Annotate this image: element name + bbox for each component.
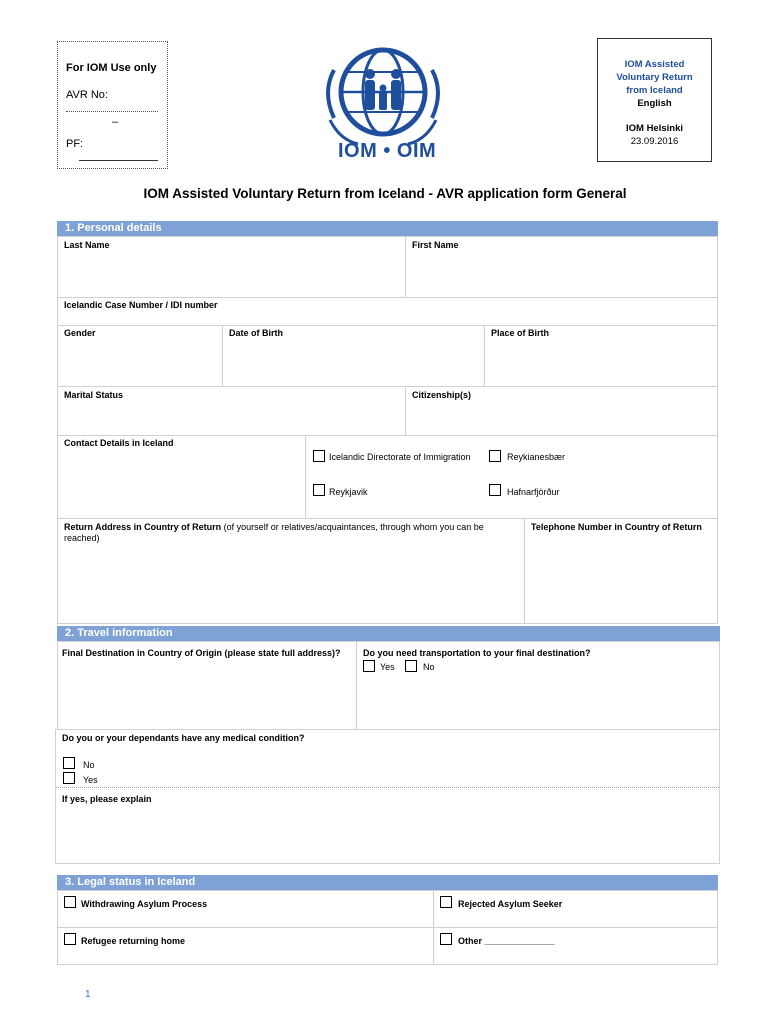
version-lang: English xyxy=(637,98,672,109)
contact-directorate-label: Icelandic Directorate of Immigration xyxy=(329,452,471,462)
legal-rejected-label: Rejected Asylum Seeker xyxy=(458,899,563,909)
pf-line xyxy=(79,160,158,161)
legal-refugee-checkbox[interactable] xyxy=(64,933,76,945)
telephone-field[interactable] xyxy=(524,518,718,624)
marital-label: Marital Status xyxy=(64,390,124,400)
last-name-label: Last Name xyxy=(64,240,110,250)
version-office: IOM Helsinki xyxy=(625,123,683,134)
avr-no-line xyxy=(66,111,158,112)
transport-no-label: No xyxy=(423,662,435,672)
contact-hafnarfjordur-checkbox[interactable] xyxy=(489,484,501,496)
legal-other-checkbox[interactable] xyxy=(440,933,452,945)
final-destination-label: Final Destination in Country of Origin (please state full address)? xyxy=(62,648,341,658)
transport-question: Do you need transportation to your final destination? xyxy=(363,648,591,658)
contact-directorate-checkbox[interactable] xyxy=(313,450,325,462)
pf-label: PF: xyxy=(66,138,84,150)
legal-refugee-cell xyxy=(57,927,434,965)
version-line1: IOM Assisted xyxy=(624,59,685,70)
section-personal-header: 1. Personal details xyxy=(57,221,718,236)
pob-label: Place of Birth xyxy=(491,328,550,338)
medical-yes-checkbox[interactable] xyxy=(63,772,75,784)
return-address-note: (of yourself or relatives/acquaintances, through whom you can be reached) xyxy=(64,522,484,543)
section-legal-header: 3. Legal status in Iceland xyxy=(57,875,718,890)
legal-other-cell xyxy=(433,927,718,965)
page-title: IOM Assisted Voluntary Return from Iceland - AVR application form General xyxy=(143,186,627,201)
contact-reykjavik-checkbox[interactable] xyxy=(313,484,325,496)
contact-hafnarfjordur-label: Hafnarfjörður xyxy=(507,487,560,497)
return-address-label xyxy=(64,522,514,544)
section-travel-header: 2. Travel information xyxy=(57,626,720,641)
transport-yes-checkbox[interactable] xyxy=(363,660,375,672)
contact-reykjanesbaer-checkbox[interactable] xyxy=(489,450,501,462)
legal-withdrawing-checkbox[interactable] xyxy=(64,896,76,908)
legal-rejected-checkbox[interactable] xyxy=(440,896,452,908)
return-address-bold: Return Address in Country of Return xyxy=(64,522,222,532)
version-date: 23.09.2016 xyxy=(630,136,679,147)
explain-field[interactable] xyxy=(56,806,719,862)
page-number: 1 xyxy=(85,989,91,1000)
telephone-label: Telephone Number in Country of Return xyxy=(531,522,702,532)
logo-text: IOM • OIM xyxy=(338,140,437,162)
version-line2: Voluntary Return xyxy=(616,72,693,83)
medical-no-label: No xyxy=(83,760,95,770)
legal-refugee-label: Refugee returning home xyxy=(81,936,186,946)
contact-reykjanesbaer-label: Reykianesbær xyxy=(507,452,566,462)
version-box-content xyxy=(597,58,712,148)
legal-other-label: Other ______________ xyxy=(458,936,555,946)
gender-label: Gender xyxy=(64,328,96,338)
legal-withdrawing-label: Withdrawing Asylum Process xyxy=(81,899,208,909)
for-iom-use-label: For IOM Use only xyxy=(66,62,157,74)
medical-question: Do you or your dependants have any medical condition? xyxy=(62,733,305,743)
first-name-label: First Name xyxy=(412,240,459,250)
transport-yes-label: Yes xyxy=(380,662,395,672)
citizenship-label: Citizenship(s) xyxy=(412,390,472,400)
medical-divider xyxy=(56,787,719,788)
transport-no-checkbox[interactable] xyxy=(405,660,417,672)
legal-withdrawing-cell xyxy=(57,890,434,928)
contact-label: Contact Details in Iceland xyxy=(64,438,174,448)
medical-yes-label: Yes xyxy=(83,775,98,785)
contact-options-box xyxy=(305,435,718,519)
medical-no-checkbox[interactable] xyxy=(63,757,75,769)
contact-reykjavik-label: Reykjavik xyxy=(329,487,368,497)
explain-label: If yes, please explain xyxy=(62,794,152,804)
legal-rejected-cell xyxy=(433,890,718,928)
dash: – xyxy=(112,116,119,128)
version-line3: from Iceland xyxy=(626,85,683,96)
dob-label: Date of Birth xyxy=(229,328,283,338)
avr-no-label: AVR No: xyxy=(66,89,108,101)
case-number-label: Icelandic Case Number / IDI number xyxy=(64,300,218,310)
